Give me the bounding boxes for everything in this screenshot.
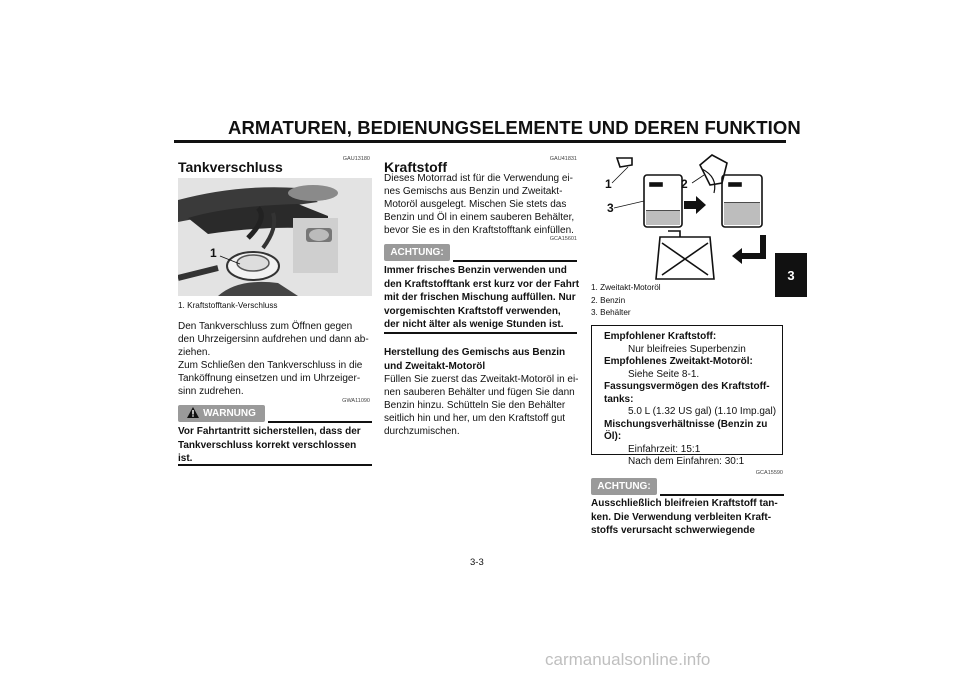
- warning-line: Tankverschluss korrekt verschlossen: [178, 439, 357, 451]
- spec-line: Einfahrzeit: 15:1: [628, 443, 701, 455]
- body-line: den Uhrzeigersinn aufdrehen und dann ab-: [178, 334, 369, 345]
- warning-code: GWA11090: [342, 398, 370, 404]
- caution-badge: ACHTUNG:: [384, 244, 450, 261]
- figure-callout-2: 2: [681, 177, 688, 191]
- section-title-tankverschluss: Tankverschluss: [178, 159, 283, 175]
- caution-line: Ausschließlich bleifreien Kraftstoff tan-: [591, 498, 778, 509]
- section-title-kraftstoff: Kraftstoff: [384, 159, 447, 175]
- figure-captions: [591, 282, 785, 320]
- caution-rule-bottom: [384, 332, 577, 334]
- caution-line: Immer frisches Benzin verwenden und: [384, 265, 567, 276]
- body-line: Dieses Motorrad ist für die Verwendung ei-: [384, 173, 573, 184]
- spec-line: Mischungsverhältnisse (Benzin zu: [604, 418, 768, 430]
- warning-label: WARNUNG: [203, 408, 256, 419]
- warning-line: Vor Fahrtantritt sicherstellen, dass der: [178, 426, 361, 437]
- body-line: sinn zudrehen.: [178, 386, 244, 397]
- body-line: Tanköffnung einsetzen und im Uhrzeiger-: [178, 373, 361, 384]
- caution-line: mit der frischen Mischung auffüllen. Nur: [384, 292, 576, 303]
- warning-badge: [178, 405, 265, 422]
- caution-text: [591, 497, 787, 538]
- spec-line: Empfohlenes Zweitakt-Motoröl:: [604, 356, 753, 367]
- figure-callout-1: 1: [605, 177, 612, 191]
- body-line: nen sauberen Behälter und fügen Sie dann: [384, 387, 575, 398]
- section-code: GAU13180: [342, 156, 370, 162]
- page-header-title: ARMATUREN, BEDIENUNGSELEMENTE UND DEREN FUNKTION: [228, 117, 801, 138]
- caution-rule-top: [660, 494, 784, 496]
- spec-line: Nach dem Einfahren: 30:1: [628, 456, 745, 467]
- spec-line: Öl):: [604, 431, 622, 442]
- warning-rule-top: [268, 421, 372, 423]
- spec-box: [591, 325, 783, 467]
- section-code: GAU41831: [549, 156, 577, 162]
- warning-text: [178, 425, 374, 466]
- warning-triangle-icon: [187, 407, 199, 421]
- figure-caption: 1. Kraftstofftank-Verschluss: [178, 301, 278, 310]
- caption-line: 3. Behälter: [591, 308, 631, 317]
- spec-line: Empfohlener Kraftstoff:: [604, 331, 717, 342]
- figure-callout-3: 3: [607, 201, 614, 215]
- spec-line: tanks:: [604, 393, 634, 405]
- caution-line: der nicht älter als wenige Stunden ist.: [384, 319, 564, 330]
- mixing-body-text: [384, 373, 580, 438]
- caution-badge: ACHTUNG:: [591, 478, 657, 495]
- caution-line: den Kraftstofftank erst kurz vor der Fahrt: [384, 278, 580, 290]
- caption-line: 2. Benzin: [591, 295, 626, 305]
- caution-line: ken. Die Verwendung verbleiten Kraft-: [591, 511, 772, 523]
- warning-rule-bottom: [178, 464, 372, 466]
- body-line: bevor Sie es in den Kraftstofftank einfüllen.: [384, 225, 574, 236]
- body-line: nes Gemischs aus Benzin und Zweitakt-: [384, 186, 563, 197]
- body-line: durchzumischen.: [384, 426, 460, 437]
- middle-body-text: [384, 172, 580, 237]
- caution-code: GCA15601: [549, 236, 577, 242]
- subhead-line: und Zweitakt-Motoröl: [384, 360, 486, 372]
- header-rule: [174, 140, 786, 143]
- chapter-tab: 3: [775, 253, 807, 297]
- caution-text: [384, 264, 580, 332]
- body-line: Füllen Sie zuerst das Zweitakt-Motoröl in ei-: [384, 374, 579, 385]
- spec-line: Fassungsvermögen des Kraftstoff-: [604, 381, 770, 392]
- body-line: Motoröl ausgelegt. Mischen Sie stets das: [384, 199, 567, 210]
- caution-code: GCA15590: [755, 470, 783, 476]
- body-line: Benzin hinzu. Schütteln Sie den Behälter: [384, 400, 566, 411]
- caution-rule-top: [453, 260, 577, 262]
- spec-line: Nur bleifreies Superbenzin: [628, 343, 746, 355]
- subhead-line: Herstellung des Gemischs aus Benzin: [384, 347, 566, 358]
- page-number: 3-3: [470, 557, 484, 568]
- caption-line: 1. Zweitakt-Motoröl: [591, 283, 661, 292]
- body-line: Zum Schließen den Tankverschluss in die: [178, 360, 363, 371]
- spec-line: Siehe Seite 8-1.: [628, 368, 700, 380]
- caution-line: stoffs verursacht schwerwiegende: [591, 525, 755, 536]
- caution-line: vorgemischten Kraftstoff verwenden,: [384, 305, 561, 317]
- mixing-subhead: [384, 346, 580, 373]
- fuel-cap-photo: [178, 178, 372, 296]
- body-line: Benzin und Öl in einem sauberen Behälter,: [384, 212, 575, 223]
- body-line: Den Tankverschluss zum Öffnen gegen: [178, 321, 353, 332]
- left-body-text: [178, 320, 373, 398]
- warning-line: ist.: [178, 453, 193, 464]
- spec-line: 5.0 L (1.32 US gal) (1.10 Imp.gal): [628, 406, 777, 417]
- fuel-mixing-illustration: [592, 153, 786, 281]
- watermark: carmanualsonline.info: [545, 650, 711, 669]
- photo-callout-1: 1: [210, 246, 217, 260]
- body-line: ziehen.: [178, 347, 211, 358]
- body-line: seitlich hin und her, um den Kraftstoff gut: [384, 413, 566, 424]
